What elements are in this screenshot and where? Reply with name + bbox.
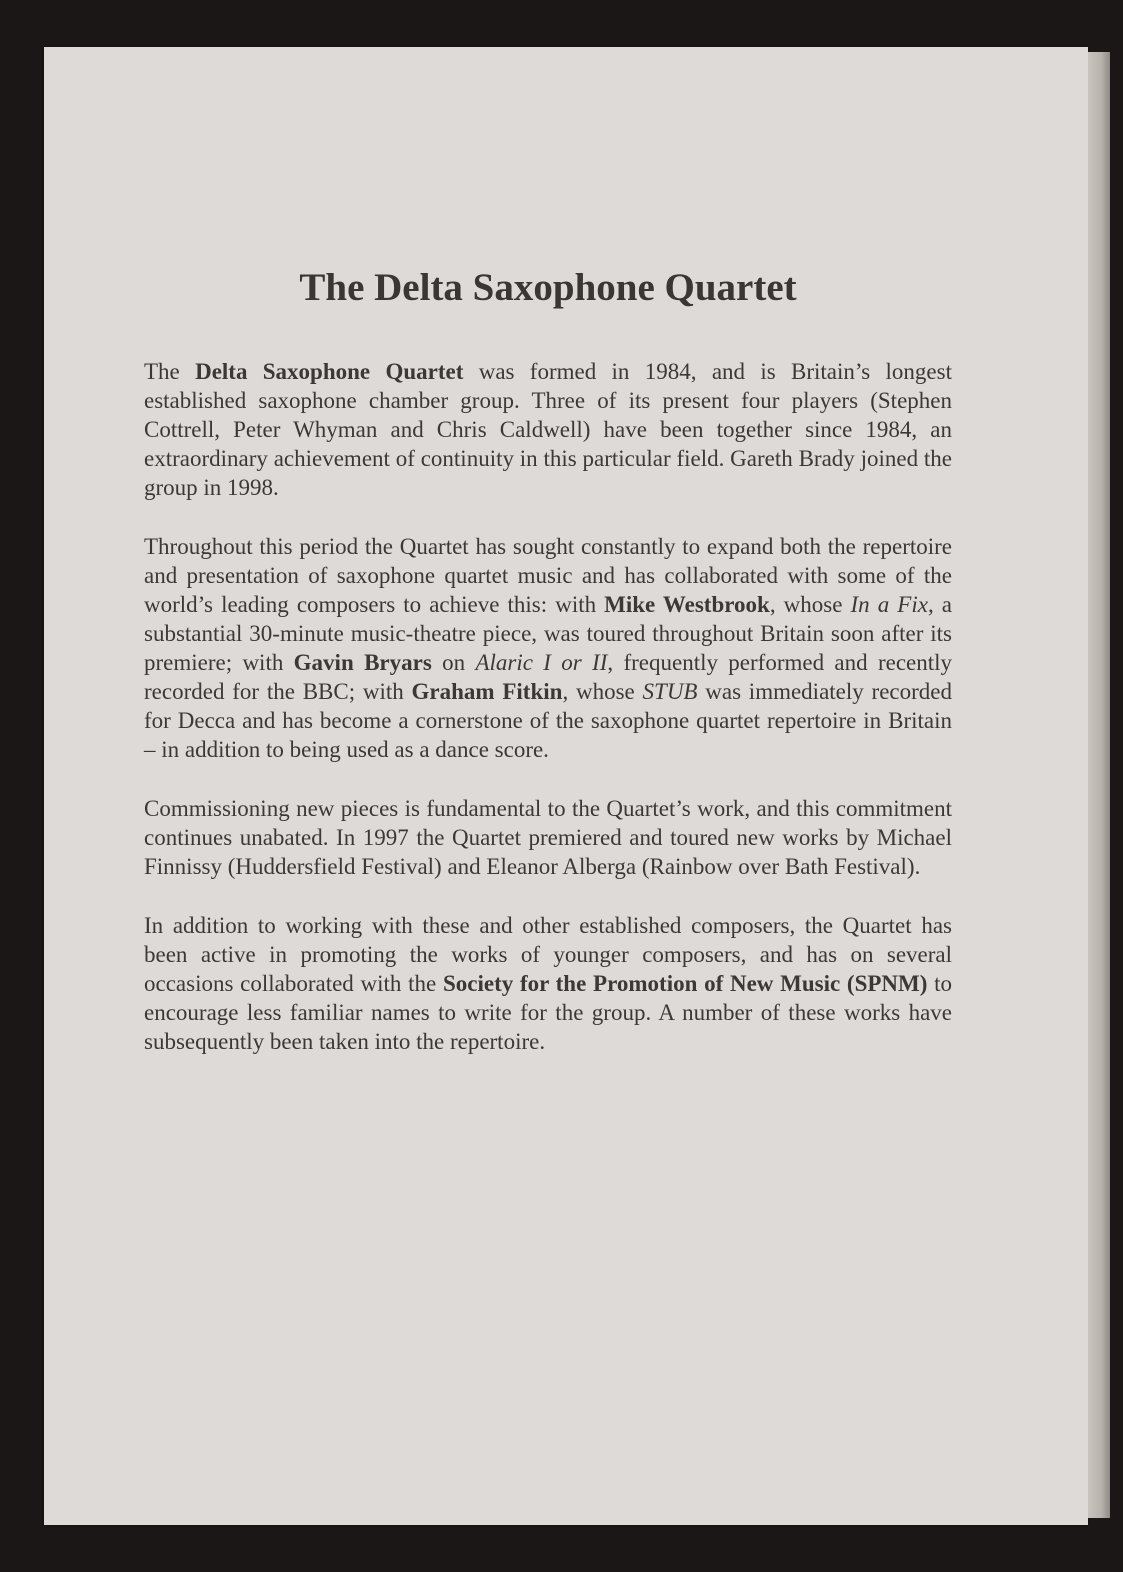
- paragraph-2-segment: In a Fix: [850, 592, 928, 617]
- paragraph-2-segment: , a substantial 30-minute music-theatre piece, was toured throughout Britain soon after its premiere; with: [144, 592, 952, 675]
- paragraph-2-segment: Mike Westbrook: [604, 592, 770, 617]
- paragraph-1-segment: The: [144, 359, 196, 384]
- paragraph-3-segment: Commissioning new pieces is fundamental to the Quartet’s work, and this commitment continues unabated. In 1997 the Quartet premiered and toured new works by Michael Finnissy (Huddersfield Festival) and Eleanor Alberga (Rainbow over Bath Festival).: [144, 796, 952, 879]
- document-page: [44, 47, 1088, 1525]
- page-title: The Delta Saxophone Quartet: [299, 266, 797, 309]
- paragraph-2-segment: , whose: [769, 592, 851, 617]
- paragraph-2-segment: Alaric I or II: [475, 650, 608, 675]
- paragraph-2-segment: Gavin Bryars: [293, 650, 432, 675]
- paragraph-2-segment: , whose: [562, 679, 643, 704]
- paragraph-2: [144, 532, 952, 764]
- paragraph-4-segment: Society for the Promotion of New Music (SPNM): [442, 971, 928, 996]
- paragraph-2-segment: , frequently performed and recently recorded for the BBC; with: [144, 650, 953, 704]
- paragraph-1-segment: was formed in 1984, and is Britain’s longest established saxophone chamber group. Three of its present four players (Stephen Cottrell, Peter Whyman and Chris Caldwell) have been together since 1984, an extraordinary achievement of continuity in this particular field. Gareth Brady joined the group in 1998.: [144, 359, 952, 500]
- page-edge: [1088, 52, 1110, 1518]
- paragraph-3: [144, 794, 952, 881]
- paragraph-2-segment: Graham Fitkin: [411, 679, 563, 704]
- paragraph-1: [144, 357, 952, 502]
- paragraph-2-segment: on: [431, 650, 476, 675]
- paragraph-2-segment: Throughout this period the Quartet has sought constantly to expand both the repertoire and presentation of saxophone quartet music and has collaborated with some of the world’s leading composers to achieve this: with: [144, 534, 952, 617]
- paragraph-4-segment: In addition to working with these and other established composers, the Quartet has been active in promoting the works of younger composers, and has on several occasions collaborated with the: [144, 913, 952, 996]
- page-content: [144, 265, 952, 1086]
- paragraph-2-segment: STUB: [642, 679, 698, 704]
- paragraph-4-segment: to encourage less familiar names to write for the group. A number of these works have subsequently been taken into the repertoire.: [144, 971, 953, 1054]
- paragraph-2-segment: was immediately recorded for Decca and has become a cornerstone of the saxophone quartet repertoire in Britain – in addition to being used as a dance score.: [144, 679, 952, 762]
- paragraph-1-segment: Delta Saxophone Quartet: [195, 359, 464, 384]
- paragraph-4: [144, 911, 952, 1056]
- body-text: [144, 357, 952, 1056]
